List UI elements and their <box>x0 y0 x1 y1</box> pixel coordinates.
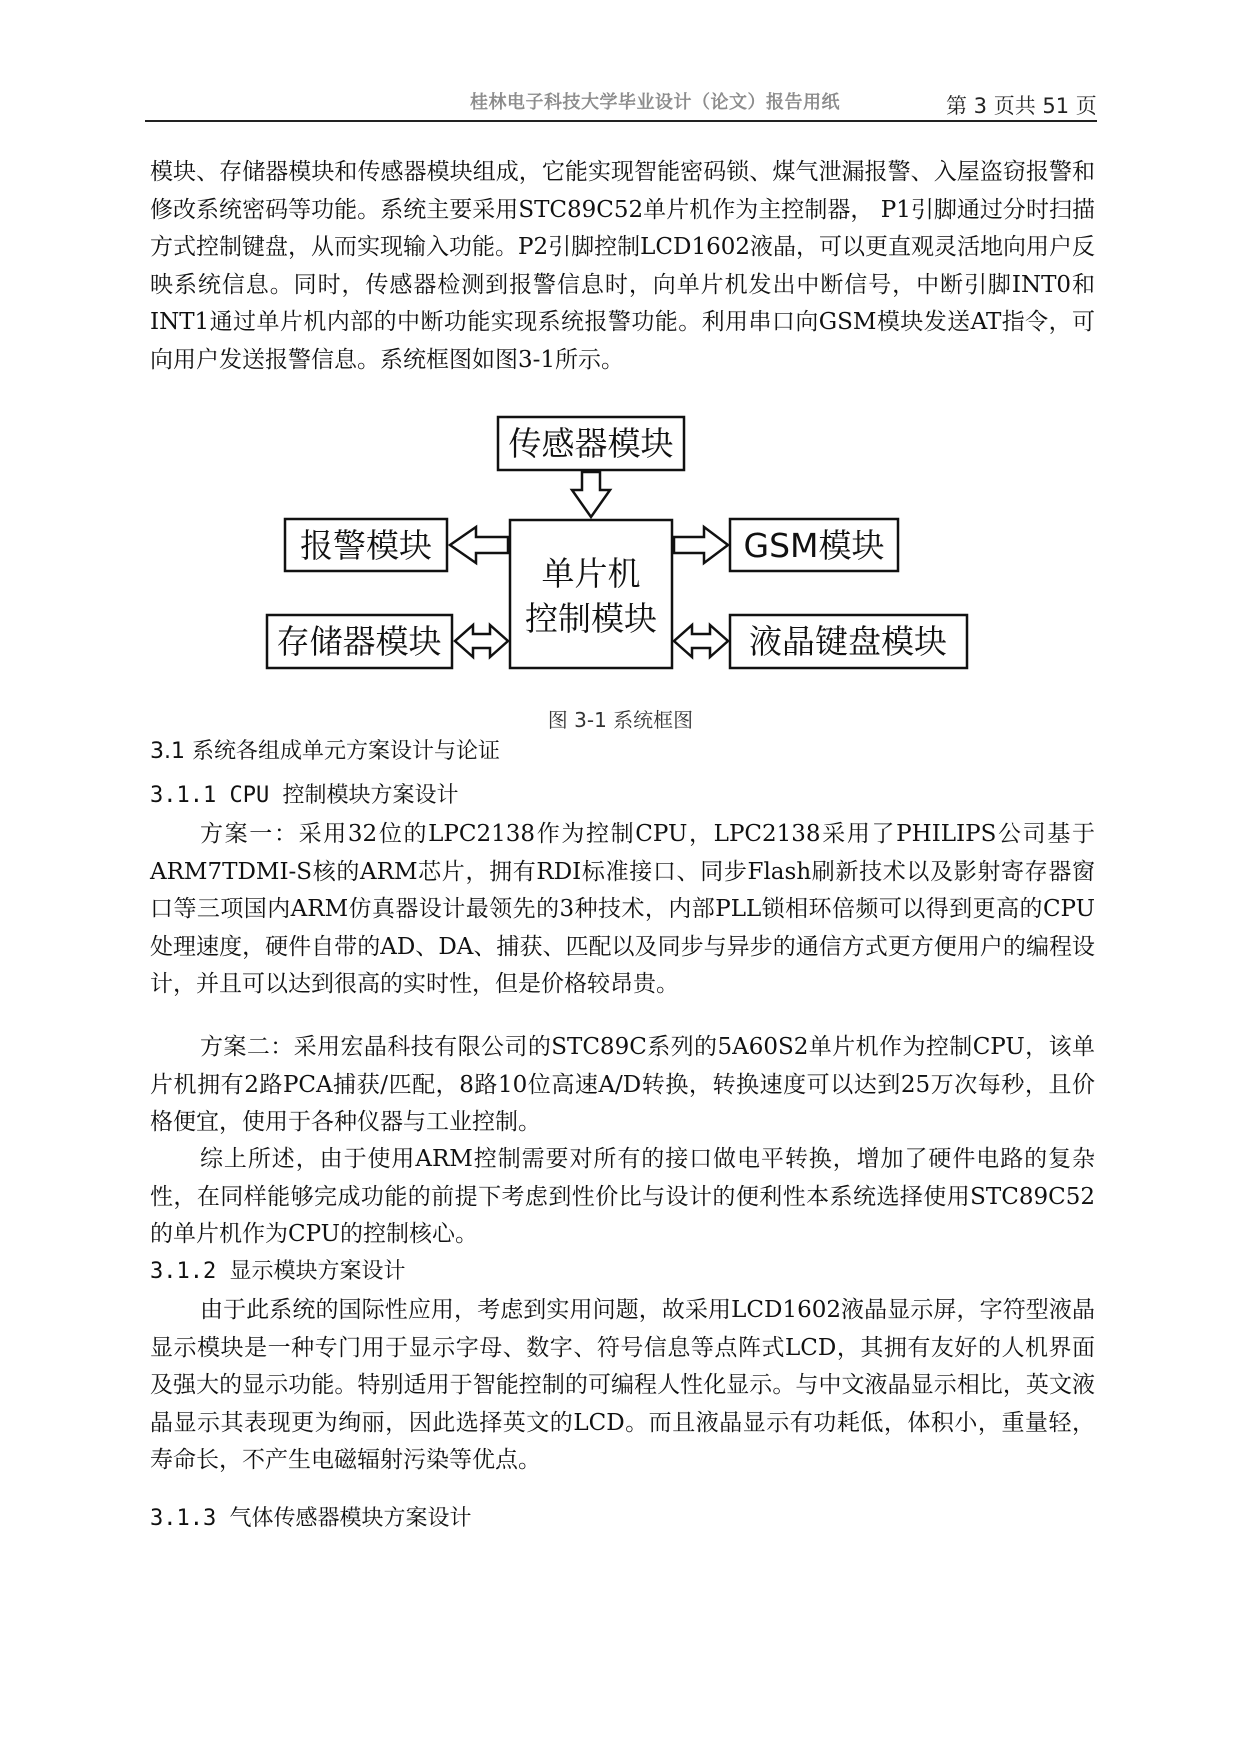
mcu-control-module-box <box>510 520 672 668</box>
gsm-module-label: GSM模块 <box>743 526 885 565</box>
header-title: 桂林电子科技大学毕业设计（论文）报告用纸 <box>470 92 840 113</box>
intro-paragraph: 模块、存储器模块和传感器模块组成，它能实现智能密码锁、煤气泄漏报警、入屋盗窃报警和修改系统密码等功能。系统主要采用STC89C52单片机作为主控制器， P1引脚通过分时扫描方式控制键盘，从而实现输入功能。P2引脚控制LCD1602液晶，可以更直观灵活地向用户反映系统信息。同时，传感器检测到报警信息时，向单片机发出中断信号，中断引脚INT0和INT1通过单片机内部的中断功能实现系统报警功能。利用串口向GSM模块发送AT指令，可向用户发送报警信息。系统框图如图3-1所示。 <box>150 159 1095 373</box>
figure-caption: 图 3-1 系统框图 <box>547 708 694 732</box>
mcu-lcd-double-arrow <box>674 625 728 657</box>
page-number: 第 3 页共 51 页 <box>946 94 1097 118</box>
storage-module-label: 存储器模块 <box>276 622 442 661</box>
summary-paragraph: 综上所述，由于使用ARM控制需要对所有的接口做电平转换，增加了硬件电路的复杂性，在同样能够完成功能的前提下考虑到性价比与设计的便利性本系统选择使用STC89C52的单片机作为CPU的控制核心。 <box>150 1146 1095 1247</box>
section-3-1-2-heading: 3.1.2 显示模块方案设计 <box>150 1259 406 1284</box>
lcd-keypad-module-label: 液晶键盘模块 <box>749 622 947 661</box>
storage-mcu-double-arrow <box>455 625 508 657</box>
mcu-to-alarm-arrow <box>450 527 508 563</box>
plan-two-paragraph: 方案二：采用宏晶科技有限公司的STC89C系列的5A60S2单片机作为控制CPU，该单片机拥有2路PCA捕获/匹配，8路10位高速A/D转换，转换速度可以达到25万次每秒，且价格便宜，使用于各种仪器与工业控制。 <box>150 1034 1095 1135</box>
plan-one-paragraph: 方案一：采用32位的LPC2138作为控制CPU，LPC2138采用了PHILIPS公司基于ARM7TDMI-S核的ARM芯片，拥有RDI标准接口、同步Flash刷新技术以及影射寄存器窗口等三项国内ARM仿真器设计最领先的3种技术，内部PLL锁相环倍频可以得到更高的CPU处理速度，硬件自带的AD、DA、捕获、匹配以及同步与异步的通信方式更方便用户的编程设计，并且可以达到很高的实时性，但是价格较昂贵。 <box>150 821 1095 997</box>
mcu-to-gsm-arrow <box>674 527 728 563</box>
section-3-1-1-heading: 3.1.1 CPU 控制模块方案设计 <box>150 783 459 808</box>
alarm-module-label: 报警模块 <box>300 526 432 565</box>
sensor-module-label: 传感器模块 <box>508 424 674 463</box>
mcu-label-line1: 单片机 <box>541 554 641 593</box>
section-3-1-3-heading: 3.1.3 气体传感器模块方案设计 <box>150 1506 472 1531</box>
section-3-1-heading: 3.1 系统各组成单元方案设计与论证 <box>150 739 500 764</box>
display-paragraph: 由于此系统的国际性应用，考虑到实用问题，故采用LCD1602液晶显示屏，字符型液晶显示模块是一种专门用于显示字母、数字、符号信息等点阵式LCD，其拥有友好的人机界面及强大的显示功能。特别适用于智能控制的可编程人性化显示。与中文液晶显示相比，英文液晶显示其表现更为绚丽，因此选择英文的LCD。而且液晶显示有功耗低，体积小，重量轻，寿命长，不产生电磁辐射污染等优点。 <box>150 1297 1095 1473</box>
mcu-label-line2: 控制模块 <box>525 599 657 638</box>
sensor-to-mcu-arrow <box>572 472 610 517</box>
